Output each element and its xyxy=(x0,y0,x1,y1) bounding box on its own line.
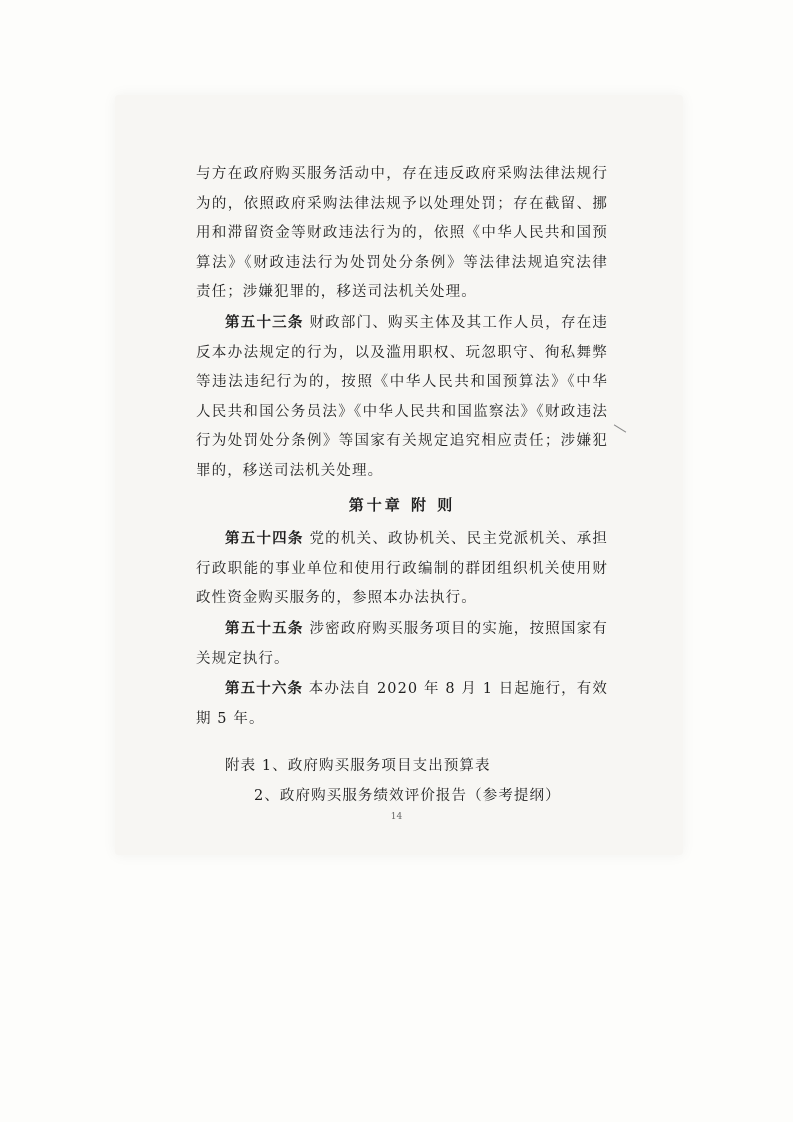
article-55 xyxy=(196,614,608,674)
article-text: 党的机关、政协机关、民主党派机关、承担行政职能的事业单位和使用行政编制的群团组织机关使用财政性资金购买服务的，参照本办法执行。 xyxy=(196,531,609,607)
spacer xyxy=(196,734,608,752)
article-number: 第五十六条 xyxy=(225,680,304,698)
article-text: 涉密政府购买服务项目的实施，按照国家有关规定执行。 xyxy=(196,620,609,667)
attachment-2: 2、政府购买服务绩效评价报告（参考提纲） xyxy=(254,787,561,804)
page-number: 14 xyxy=(390,812,403,822)
article-number: 第五十四条 xyxy=(225,530,304,548)
document-body xyxy=(196,160,608,811)
article-text: 本办法自 2020 年 8 月 1 日起施行，有效期 5 年。 xyxy=(196,681,609,727)
paragraph-continued xyxy=(196,160,608,308)
article-53 xyxy=(196,308,608,487)
paragraph-text: 与方在政府购买服务活动中，存在违反政府采购法律法规行为的，依照政府采购法律法规予以处理处罚；存在截留、挪用和滞留资金等财政违法行为的，依照《中华人民共和国预算法》《财政违法行为处罚处分条例》等法律法规追究法律责任；涉嫌犯罪的，移送司法机关处理。 xyxy=(196,166,608,301)
article-number: 第五十三条 xyxy=(225,313,304,331)
article-text: 财政部门、购买主体及其工作人员，存在违反本办法规定的行为，以及滥用职权、玩忽职守、徇私舞弊等违法违纪行为的，按照《中华人民共和国预算法》《中华人民共和国公务员法》《中华人民共和国监察法》《财政违法行为处罚处分条例》等国家有关规定追究相应责任；涉嫌犯罪的，移送司法机关处理。 xyxy=(196,314,609,479)
article-54 xyxy=(196,524,608,614)
article-56 xyxy=(196,674,608,734)
chapter-title: 第十章 附 则 xyxy=(348,495,456,514)
article-number: 第五十五条 xyxy=(225,619,304,637)
attachment-1: 附表 1、政府购买服务项目支出预算表 xyxy=(225,758,491,775)
